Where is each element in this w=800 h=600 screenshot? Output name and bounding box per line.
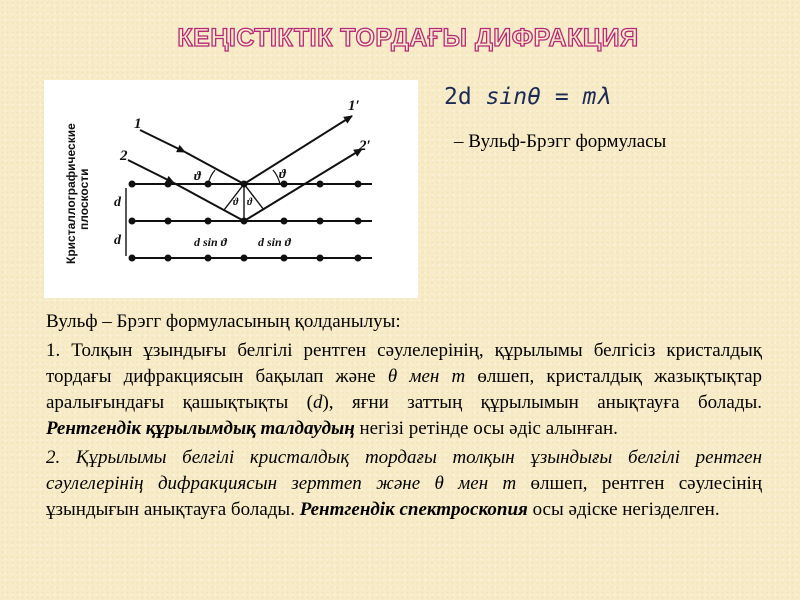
dsin-label-left: d sin ϑ: [194, 235, 228, 249]
formula-m: m: [582, 84, 597, 110]
bragg-formula: [444, 84, 610, 124]
dsin-label-right: d sin ϑ: [258, 235, 292, 249]
p2-bold: Рентгендік спектроскопия: [299, 499, 528, 520]
side-label-line1: Кристаллографические: [64, 123, 78, 264]
formula-func: sin: [485, 84, 528, 110]
theta-label-center-left: ϑ: [233, 197, 239, 208]
p1-end: негізі ретінде осы әдіс алынған.: [354, 418, 618, 439]
bragg-diagram-svg: [44, 80, 418, 298]
p1-mid2: ), яғни заттың құрылымын анықтауға болады.: [322, 392, 763, 413]
ray-1-label: 1: [134, 116, 142, 132]
paragraph-1: [46, 338, 762, 442]
bragg-diagram: [44, 80, 418, 298]
theta-label-center-right: ϑ: [247, 197, 253, 208]
theta-label-right: ϑ: [279, 166, 286, 181]
p1-d: d: [312, 392, 323, 413]
formula-lambda: λ: [596, 84, 611, 110]
slide-title: КЕҢІСТІКТІК ТОРДАҒЫ ДИФРАКЦИЯ: [177, 24, 639, 52]
formula-left: 2d: [444, 84, 472, 110]
theta-arc-left: [208, 170, 215, 184]
p1-start: 1. Толқын ұзындығы белгілі рентген сәулелерінің, құрылымы белгісіз кристалдық тордағы дифракциясын бақылап және: [46, 340, 762, 387]
formula-caption: – Вульф-Брэгг формуласы: [454, 131, 667, 152]
reflected-ray-1: [244, 116, 352, 184]
d-label-lower: d: [114, 233, 121, 248]
p1-mid: өлшеп, кристалдық жазықтықтар аралығындағы қашықтықты (: [46, 366, 763, 413]
formula-eq: =: [554, 84, 569, 110]
p2-italic: 2. Құрылымы белгілі кристалдық тордағы толқын ұзындығы белгілі рентген сәулелерінің дифракциясын зерттеп және θ мен m: [46, 447, 762, 494]
incident-ray-1-arrow: [140, 130, 185, 152]
incident-ray-2-arrow: [128, 160, 174, 183]
ray-1-out-label: 1′: [348, 98, 360, 114]
p2-end: осы әдіске негізделген.: [527, 499, 720, 520]
formula-arg: θ: [527, 84, 541, 110]
p1-symbols: θ мен m: [387, 366, 466, 387]
ray-2-label: 2: [120, 148, 128, 164]
paragraph-2: [46, 445, 762, 523]
body-text: [46, 309, 762, 523]
p2-mid: өлшеп, рентген сәулесінің ұзындығын анықтауға болады.: [46, 473, 762, 520]
theta-label-left: ϑ: [194, 168, 201, 183]
d-label-upper: d: [114, 195, 121, 210]
side-label-line2: плоскости: [77, 168, 91, 230]
text-heading: Вульф – Брэгг формуласының қолданылуы:: [46, 311, 401, 332]
ray-2-out-label: 2′: [359, 138, 371, 154]
p1-bold: Рентгендік құрылымдық талдаудың: [46, 418, 355, 439]
